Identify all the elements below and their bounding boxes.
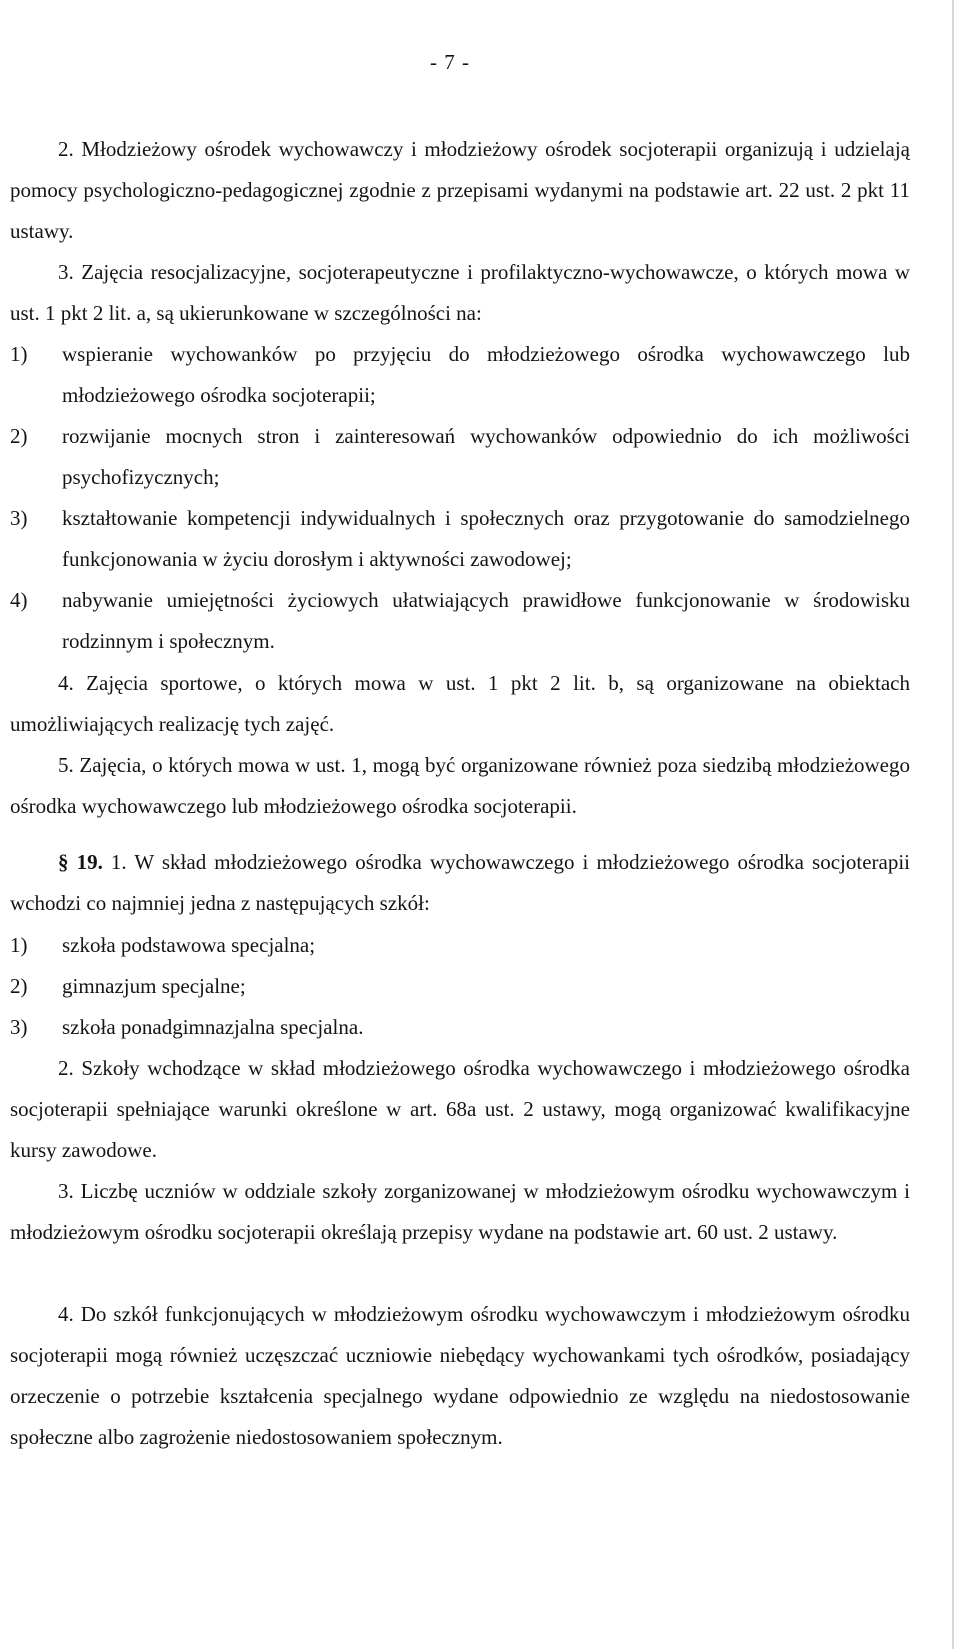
paragraph-3: 3. Zajęcia resocjalizacyjne, socjoterapeutyczne i profilaktyczno-wychowawcze, o których mowa w ust. 1 pkt 2 lit. a, są ukierunkowane w szczególności na: [10,260,910,325]
section-19-paragraph-2: 2. Szkoły wchodzące w skład młodzieżowego ośrodka wychowawczego i młodzieżowego ośrodka socjoterapii spełniające warunki określone w art. 68a ust. 2 ustawy, mogą organizować kwalifikacyjne kursy zawodowe. [10,1056,910,1162]
list-item-number: 3) [10,1015,28,1039]
list-item [10,966,910,1007]
list-item-text: nabywanie umiejętności życiowych ułatwiających prawidłowe funkcjonowanie w środowisku rodzinnym i społecznym. [62,588,910,653]
section-19-paragraph-1 [10,842,910,924]
list-item [10,334,910,416]
list-item-number: 2) [10,974,28,998]
list-item-text: szkoła ponadgimnazjalna specjalna. [62,1015,364,1039]
list-item-text: kształtowanie kompetencji indywidualnych i społecznych oraz przygotowanie do samodzielnego funkcjonowania w życiu dorosłym i aktywności zawodowej; [62,506,910,571]
list-item-number: 1) [10,933,28,957]
list-item [10,1007,910,1048]
list-item [10,416,910,498]
list-item-text: rozwijanie mocnych stron i zainteresowań wychowanków odpowiednio do ich możliwości psychofizycznych; [62,424,910,489]
list-item-text: gimnazjum specjalne; [62,974,246,998]
paragraph-5: 5. Zajęcia, o których mowa w ust. 1, mogą być organizowane również poza siedzibą młodzieżowego ośrodka wychowawczego lub młodzieżowego ośrodka socjoterapii. [10,753,910,818]
list-item [10,925,910,966]
paragraph-2: 2. Młodzieżowy ośrodek wychowawczy i młodzieżowy ośrodek socjoterapii organizują i udzielają pomocy psychologiczno-pedagogicznej zgodnie z przepisami wydanymi na podstawie art. 22 ust. 2 pkt 11 ustawy. [10,137,910,243]
list-item [10,580,910,662]
list-item-text: wspieranie wychowanków po przyjęciu do młodzieżowego ośrodka wychowawczego lub młodzieżowego ośrodka socjoterapii; [62,342,910,407]
list-item-number: 3) [10,506,28,530]
section-19-paragraph-3: 3. Liczbę uczniów w oddziale szkoły zorganizowanej w młodzieżowym ośrodku wychowawczym i młodzieżowym ośrodku socjoterapii określają przepisy wydane na podstawie art. 60 ust. 2 ustawy. [10,1179,910,1244]
page-number: - 7 - [430,50,470,74]
paragraph-4: 4. Zajęcia sportowe, o których mowa w ust. 1 pkt 2 lit. b, są organizowane na obiektach umożliwiających realizację tych zajęć. [10,671,910,736]
list-item-text: szkoła podstawowa specjalna; [62,933,316,957]
list-item [10,498,910,580]
section-19-paragraph-4: 4. Do szkół funkcjonujących w młodzieżowym ośrodku wychowawczym i młodzieżowym ośrodku socjoterapii mogą również uczęszczać uczniowie niebędący wychowankami tych ośrodków, posiadający orzeczenie o potrzebie kształcenia specjalnego wydane odpowiednio ze względu na niedostosowanie społeczne albo zagrożenie niedostosowaniem społecznym. [10,1302,910,1449]
page-edge-line [952,0,954,1649]
section-sign: § 19. [58,850,103,874]
list-item-number: 1) [10,342,28,366]
section-19-text: 1. W skład młodzieżowego ośrodka wychowawczego i młodzieżowego ośrodka socjoterapii wchodzi co najmniej jedna z następujących szkół: [10,850,910,915]
list-item-number: 2) [10,424,28,448]
list-item-number: 4) [10,588,28,612]
